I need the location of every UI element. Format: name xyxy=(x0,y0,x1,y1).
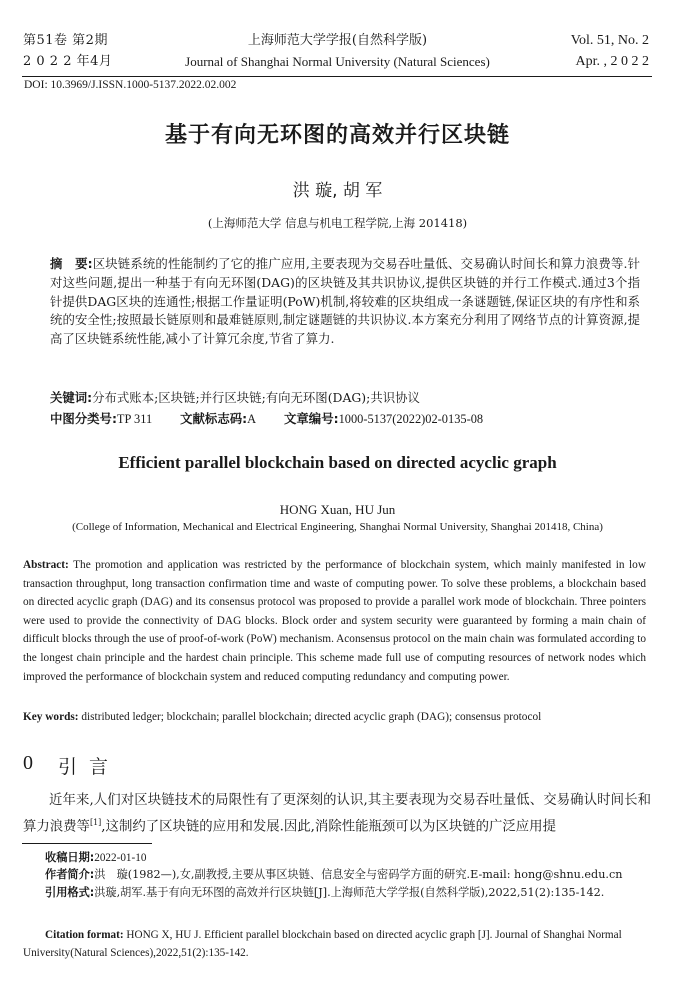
authors-en: HONG Xuan, HU Jun xyxy=(279,502,396,517)
affiliation-en: (College of Information, Mechanical and Electrical Engineering, Shanghai Normal University, Shanghai 201418, China) xyxy=(72,521,603,533)
journal-name-cn: 上海师范大学学报(自然科学版) xyxy=(247,33,428,48)
author-label: 作者简介: xyxy=(45,868,95,881)
doi[interactable]: DOI: 10.3969/J.ISSN.1000-5137.2022.02.002 xyxy=(24,79,237,91)
intro-text: 近年来,人们对区块链技术的局限性有了更深刻的认识,其主要表现为交易吞吐量低、交易确认时间长和算力浪费等 xyxy=(23,793,651,835)
keywords-cn xyxy=(50,388,650,406)
header-rule xyxy=(22,76,652,77)
footnote-received xyxy=(23,849,648,867)
header-right xyxy=(571,30,649,72)
article-title-cn: 基于有向无环图的高效并行区块链 xyxy=(164,123,510,148)
section-title: 引言 xyxy=(58,756,121,778)
authors-cn: 洪 璇, 胡 军 xyxy=(292,181,383,201)
article-number-value: 1000-5137(2022)02-0135-08 xyxy=(338,412,484,426)
clc-value: TP 311 xyxy=(116,412,153,426)
article-number-label: 文章编号: xyxy=(284,411,339,426)
citation-en-label: Citation format: xyxy=(45,929,124,941)
classification-line xyxy=(50,409,660,427)
footnote-citation-en xyxy=(23,926,648,962)
date-cn: 2 0 2 2 年4月 xyxy=(23,54,113,69)
doc-code-label: 文献标志码: xyxy=(180,411,248,426)
keywords-cn-text: 分布式账本;区块链;并行区块链;有向无环图(DAG);共识协议 xyxy=(92,390,420,405)
volume-issue-cn: 第51卷 第2期 xyxy=(23,33,108,48)
footnote-author xyxy=(23,866,648,884)
intro-paragraph xyxy=(23,790,651,838)
footnote-citation-cn xyxy=(23,884,648,902)
citation-en-value: HONG X, HU J. Efficient parallel blockchain based on directed acyclic graph [J]. Journal of Shanghai Normal University(Natural Sciences),2022,51(2):135-142. xyxy=(23,929,622,959)
date-en: Apr. , 2 0 2 2 xyxy=(575,54,649,69)
section-number: 0 xyxy=(23,752,33,774)
keywords-en-label: Key words: xyxy=(23,711,79,723)
abstract-cn-label: 摘 要: xyxy=(50,256,93,271)
abstract-en-text: The promotion and application was restricted by the performance of blockchain system, which mainly manifested in low transaction throughput, long transaction confirmation time and waste of computing power. To solve these problems, a blockchain based on directed acyclic graph (DAG) and its consensus protocol was proposed to provide a parallel work mode of blockchain. Three pointers were used to provide the connectivity of DAG blocks. Block order and system security were guaranteed by forming a main chain of difficult blocks through the use of proof-of-work (PoW) mechanism. Aconsensus protocol on the main chain was formulated according to the longest chain principle and the hardest chain principle. This scheme made full use of computing resources of network nodes which improved the performance of blockchain system and reduced computing redundancy and computing power. xyxy=(23,559,646,683)
keywords-en xyxy=(23,711,646,723)
abstract-cn xyxy=(50,255,640,349)
affiliation-cn: (上海师范大学 信息与机电工程学院,上海 201418) xyxy=(207,216,468,230)
keywords-en-text: distributed ledger; blockchain; parallel blockchain; directed acyclic graph (DAG); consensus protocol xyxy=(78,711,542,723)
article-title-en: Efficient parallel blockchain based on directed acyclic graph xyxy=(118,453,557,472)
citation-cn-label: 引用格式: xyxy=(45,886,95,899)
keywords-cn-label: 关键词: xyxy=(50,390,93,405)
abstract-cn-text: 区块链系统的性能制约了它的推广应用,主要表现为交易吞吐量低、交易确认时间长和算力浪费等.针对这些问题,提出一种基于有向无环图(DAG)的区块链及其共识协议,提供区块链的并行工作模式.通过3个指针提供DAG区块的连通性;根据工作量证明(PoW)机制,将较难的区块组成一条谜题链,保证区块的有序性和系统的安全性;按照最长链原则和最难链原则,制定谜题链的共识协议.本方案充分利用了网络节点的计算资源,提高了区块链系统性能,减小了计算冗余度,节省了算力. xyxy=(50,256,640,347)
received-value: 2022-01-10 xyxy=(94,852,147,864)
footnote-rule xyxy=(22,843,152,844)
received-label: 收稿日期: xyxy=(45,851,95,864)
doc-code-value: A xyxy=(247,412,257,426)
journal-name-en: Journal of Shanghai Normal University (Natural Sciences) xyxy=(185,54,490,69)
intro-text-rest: ,这制约了区块链的应用和发展.因此,消除性能瓶颈可以为区块链的广泛应用提 xyxy=(101,819,556,835)
citation-ref[interactable]: [1] xyxy=(89,818,102,827)
citation-cn-value: 洪璇,胡军.基于有向无环图的高效并行区块链[J].上海师范大学学报(自然科学版),2022,51(2):135-142. xyxy=(94,886,605,899)
clc-label: 中图分类号: xyxy=(50,411,117,426)
abstract-en xyxy=(23,556,646,686)
abstract-en-label: Abstract: xyxy=(23,559,69,571)
volume-issue-en: Vol. 51, No. 2 xyxy=(570,33,649,48)
author-value: 洪 璇(1982—),女,副教授,主要从事区块链、信息安全与密码学方面的研究.E-mail: hong@shnu.edu.cn xyxy=(94,868,623,881)
